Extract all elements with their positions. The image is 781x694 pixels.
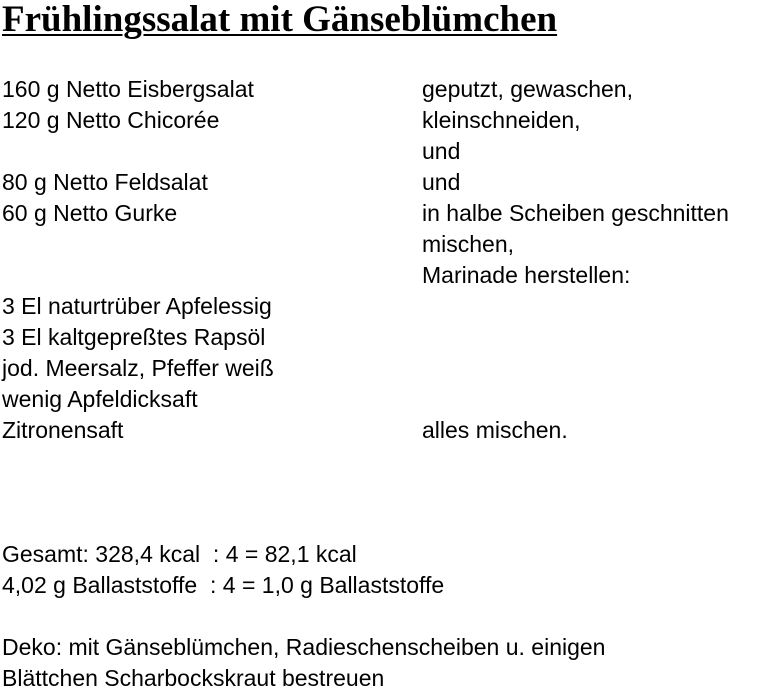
ingredient-eisbergsalat: 160 g Netto Eisbergsalat [2,76,254,102]
ingredient-chicoree: 120 g Netto Chicorée [2,107,220,133]
ingredient-gewuerze: jod. Meersalz, Pfeffer weiß [2,355,274,381]
ingredient-gurke: 60 g Netto Gurke [2,200,178,226]
instruction-line: alles mischen. [422,417,568,443]
deko-note-line-2: Blättchen Scharbockskraut bestreuen [2,665,385,691]
deko-note-line-1: Deko: mit Gänseblümchen, Radieschenscheiben u. einigen [2,634,606,660]
instruction-line: kleinschneiden, [422,107,581,133]
instruction-line: und [422,169,461,195]
instruction-line: Marinade herstellen: [422,262,631,288]
instruction-line: in halbe Scheiben geschnitten [422,200,729,226]
total-ballaststoffe: 4,02 g Ballaststoffe : 4 = 1,0 g Ballaststoffe [2,572,445,598]
ingredient-apfeldicksaft: wenig Apfeldicksaft [2,386,198,412]
ingredient-rapsoel: 3 El kaltgepreßtes Rapsöl [2,324,266,350]
instruction-line: mischen, [422,231,515,257]
ingredient-zitronensaft: Zitronensaft [2,417,124,443]
total-kcal: Gesamt: 328,4 kcal : 4 = 82,1 kcal [2,541,357,567]
instruction-line: und [422,138,461,164]
ingredient-apfelessig: 3 El naturtrüber Apfelessig [2,293,272,319]
recipe-title: Frühlingssalat mit Gänseblümchen [2,0,558,40]
instruction-line: geputzt, gewaschen, [422,76,633,102]
ingredient-feldsalat: 80 g Netto Feldsalat [2,169,208,195]
